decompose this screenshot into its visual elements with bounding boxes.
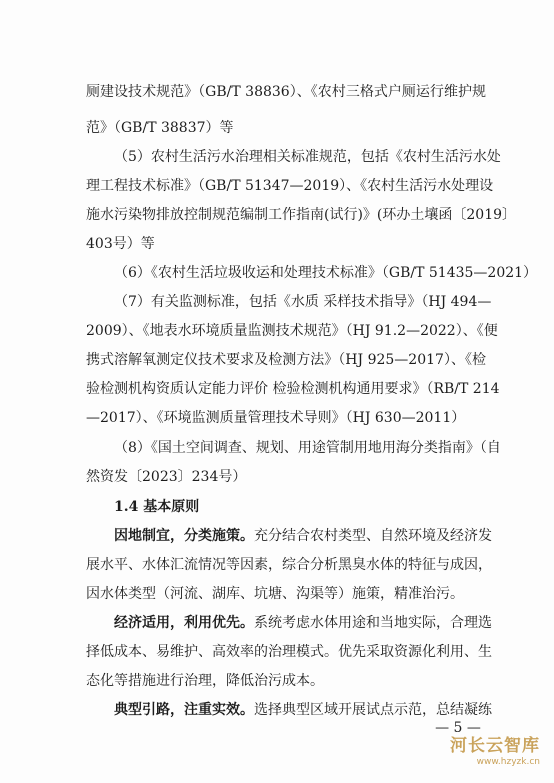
line-text: 2009）、《地表水环境质量监测技术规范》（HJ 91.2—2022）、《便 — [86, 323, 498, 339]
line-text: （5）农村生活污水治理相关标准规范，包括《农村生活污水处 — [114, 149, 501, 165]
line-text: 充分结合农村类型、自然环境及经济发 — [254, 528, 492, 544]
text-line — [114, 700, 492, 720]
line-text: 1.4 基本原则 — [114, 499, 200, 515]
text-line — [86, 467, 486, 487]
text-line — [86, 118, 486, 138]
text-line — [86, 642, 492, 662]
page-number: — 5 — — [435, 720, 481, 736]
line-text: 展水平、水体汇流情况等因素，综合分析黑臭水体的特征与成因， — [86, 557, 492, 573]
text-line — [86, 408, 486, 428]
text-line — [114, 613, 492, 633]
text-line — [86, 321, 498, 341]
line-text: 厕建设技术规范》（GB/T 38836）、《农村三格式户厕运行维护规 — [86, 84, 486, 100]
line-text: 范》（GB/T 38837）等 — [86, 120, 234, 136]
text-line — [114, 147, 501, 167]
text-line — [86, 671, 486, 691]
principle-heading: 经济适用，利用优先。 — [114, 615, 254, 631]
line-text: 理工程技术标准》（GB/T 51347—2019）、《农村生活污水处理设 — [86, 178, 494, 194]
text-line — [86, 350, 486, 370]
watermark-url: www.hzyzk.cn — [476, 757, 540, 767]
line-text: （6）《农村生活垃圾收运和处理技术标准》（GB/T 51435—2021） — [114, 265, 538, 281]
principle-heading: 因地制宜，分类施策。 — [114, 528, 254, 544]
text-line — [86, 176, 494, 196]
line-text: 403号）等 — [86, 236, 155, 252]
line-text: （7）有关监测标准，包括《水质 采样技术指导》（HJ 494— — [114, 294, 492, 310]
line-text: 携式溶解氧测定仪技术要求及检测方法》（HJ 925—2017）、《检 — [86, 352, 486, 368]
text-line — [114, 263, 538, 283]
watermark-title: 河长云智库 — [450, 736, 540, 756]
line-text: —2017）、《环境监测质量管理技术导则》（HJ 630—2011） — [86, 410, 466, 426]
text-line — [86, 584, 486, 604]
text-line — [86, 379, 500, 399]
line-text: 选择典型区域开展试点示范，总结凝练 — [254, 702, 492, 718]
line-text: 然资发〔2023〕234号） — [86, 469, 247, 485]
line-text: 施水污染物排放控制规范编制工作指南(试行)》(环办土壤函〔2019〕 — [86, 207, 517, 223]
line-text: 系统考虑水体用途和当地实际，合理选 — [254, 615, 492, 631]
watermark-logo — [420, 736, 540, 768]
line-text: 态化等措施进行治理，降低治污成本。 — [86, 673, 324, 689]
text-line — [114, 526, 492, 546]
text-line — [86, 555, 492, 575]
line-text: 择低成本、易维护、高效率的治理模式。优先采取资源化利用、生 — [86, 644, 492, 660]
line-text: 因水体类型（河流、湖库、坑塘、沟渠等）施策，精准治污。 — [86, 586, 464, 602]
text-line — [114, 497, 486, 517]
principle-heading: 典型引路，注重实效。 — [114, 702, 254, 718]
text-line — [86, 234, 486, 254]
text-line — [114, 438, 501, 458]
line-text: （8）《国土空间调查、规划、用途管制用地用海分类指南》（自 — [114, 440, 501, 456]
text-line — [86, 82, 486, 102]
text-line — [114, 292, 492, 312]
text-line — [86, 205, 517, 225]
line-text: 验检测机构资质认定能力评价 检验检测机构通用要求》（RB/T 214 — [86, 381, 500, 397]
